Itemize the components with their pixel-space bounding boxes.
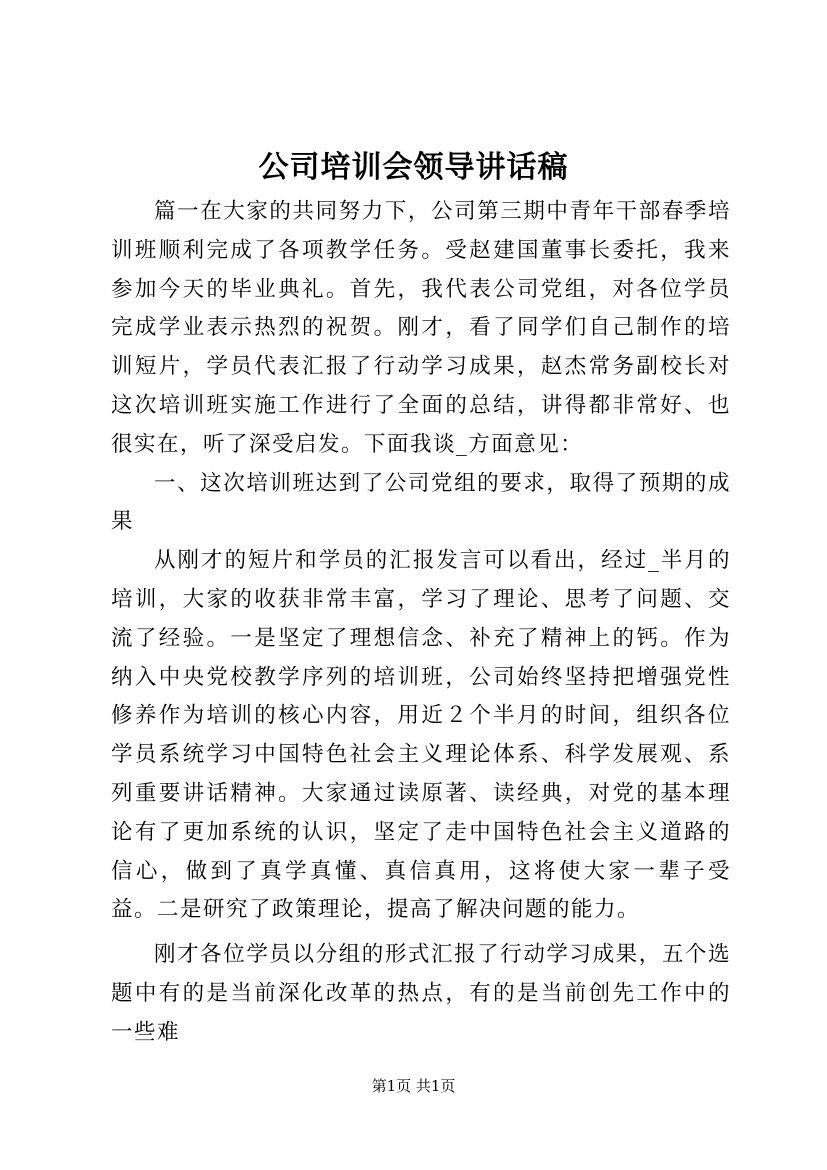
- paragraph-training-results: 从刚才的短片和学员的汇报发言可以看出，经过_半月的培训，大家的收获非常丰富，学习了理论、思考了问题、交流了经验。一是坚定了理想信念、补充了精神上的钙。作为纳入中央党校教学序列的培训班，公司始终坚持把增强党性修养作为培训的核心内容，用近２个半月的时间，组织各位学员系统学习中国特色社会主义理论体系、科学发展观、系列重要讲话精神。大家通过读原著、读经典，对党的基本理论有了更加系统的认识，坚定了走中国特色社会主义道路的信心，做到了真学真懂、真信真用，这将使大家一辈子受益。二是研究了政策理论，提高了解决问题的能力。: [111, 548, 731, 923]
- document-title: 公司培训会领导讲话稿: [258, 150, 569, 185]
- page-footer: 第1页 共1页: [371, 1077, 456, 1095]
- paragraph-action-learning: 刚才各位学员以分组的形式汇报了行动学习成果，五个选题中有的是当前深化改革的热点，有的是当前创先工作中的一些难: [111, 942, 731, 1045]
- paragraph-opening: 篇一在大家的共同努力下，公司第三期中青年干部春季培训班顺利完成了各项教学任务。受赵建国董事长委托，我来参加今天的毕业典礼。首先，我代表公司党组，对各位学员完成学业表示热烈的祝贺。刚才，看了同学们自己制作的培训短片，学员代表汇报了行动学习成果，赵杰常务副校长对这次培训班实施工作进行了全面的总结，讲得都非常好、也很实在，听了深受启发。下面我谈_方面意见：: [111, 199, 731, 457]
- paragraph-heading-one: 一、这次培训班达到了公司党组的要求，取得了预期的成果: [111, 470, 731, 535]
- document-body: [111, 193, 731, 1053]
